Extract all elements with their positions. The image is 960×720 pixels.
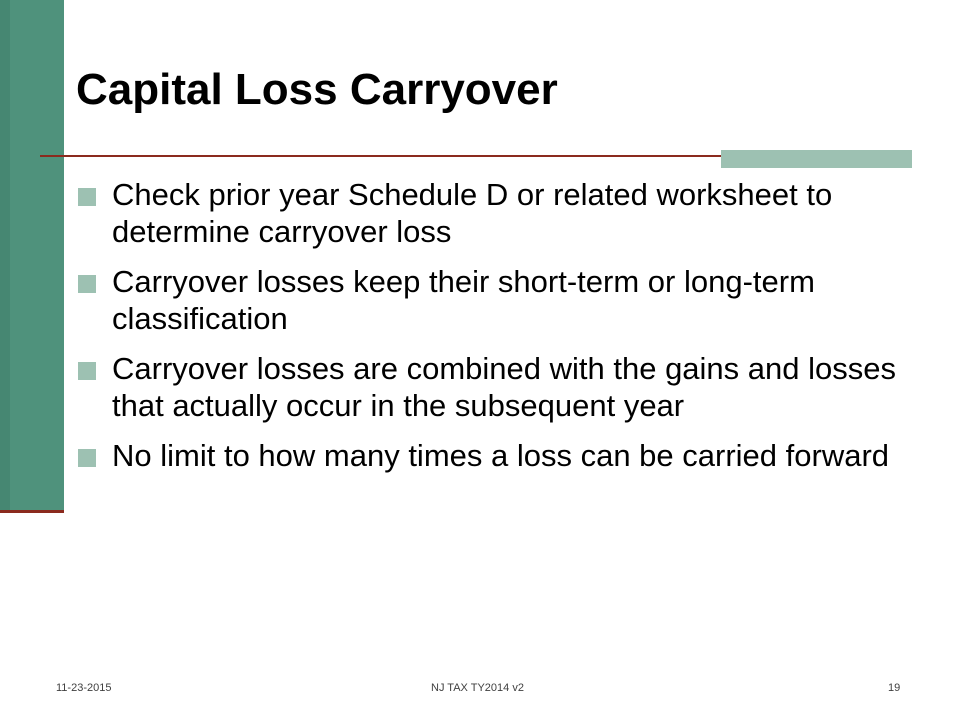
bullet-item xyxy=(74,350,914,424)
footer-center-text: NJ TAX TY2014 v2 xyxy=(431,682,524,694)
title-accent-block xyxy=(721,150,912,168)
left-bar-bottom-rule xyxy=(0,510,64,513)
bullet-text: No limit to how many times a loss can be carried forward xyxy=(112,438,890,473)
slide-number: 19 xyxy=(888,682,901,694)
bullet-item xyxy=(74,176,914,250)
bullet-list xyxy=(74,176,914,487)
bullet-item xyxy=(74,437,914,474)
square-bullet-icon xyxy=(78,188,96,206)
square-bullet-icon xyxy=(78,275,96,293)
square-bullet-icon xyxy=(78,449,96,467)
slide-title: Capital Loss Carryover xyxy=(76,65,558,114)
footer-date: 11-23-2015 xyxy=(56,682,112,694)
bullet-item xyxy=(74,263,914,337)
left-bar-shadow xyxy=(0,0,10,512)
left-decorative-bar xyxy=(0,0,64,512)
bullet-text: Check prior year Schedule D or related worksheet to determine carryover loss xyxy=(112,177,833,249)
bullet-text: Carryover losses are combined with the gains and losses that actually occur in the subsequent year xyxy=(112,351,896,423)
bullet-text: Carryover losses keep their short-term or long-term classification xyxy=(112,264,815,336)
square-bullet-icon xyxy=(78,362,96,380)
